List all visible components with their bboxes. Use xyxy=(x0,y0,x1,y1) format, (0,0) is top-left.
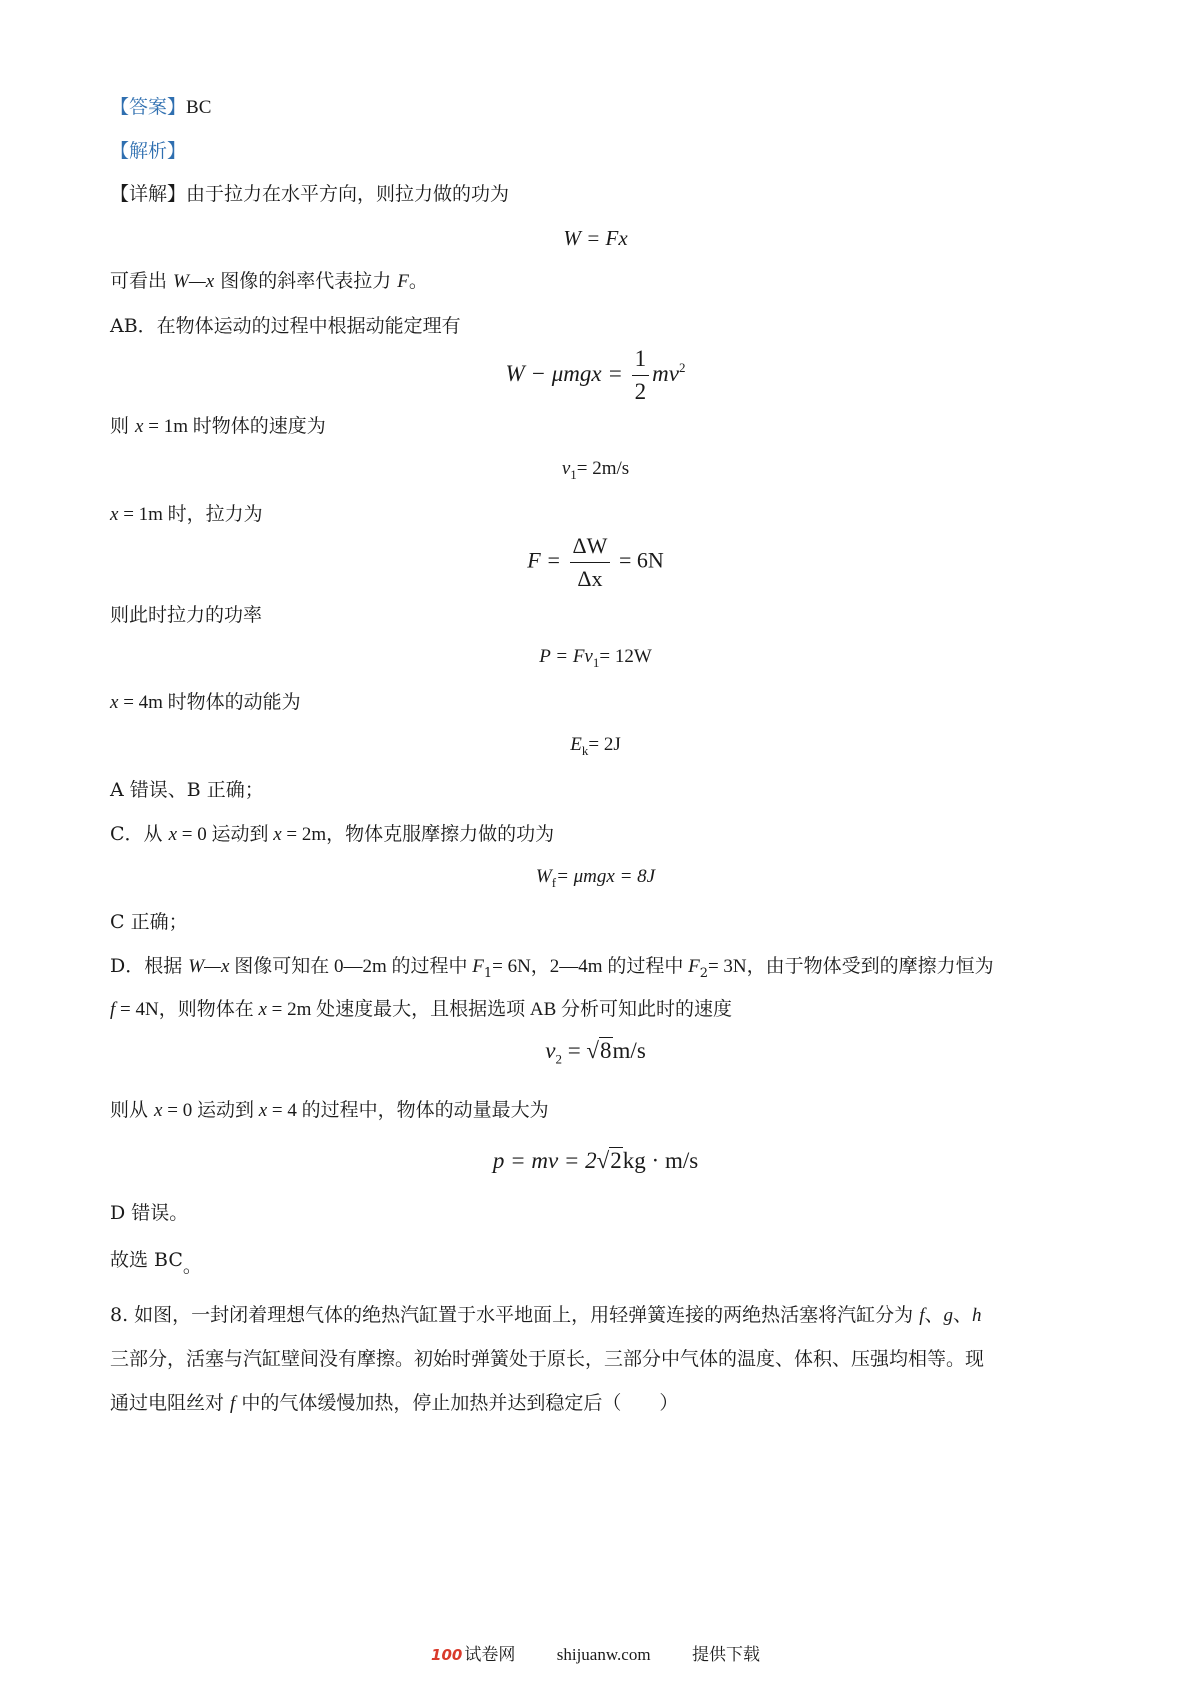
x4-line xyxy=(110,689,301,716)
c-text-c: = 2m，物体克服摩擦力做的功为 xyxy=(281,824,555,845)
detail-text: 由于拉力在水平方向，则拉力做的功为 xyxy=(186,183,510,205)
ab-intro: AB．在物体运动的过程中根据动能定理有 xyxy=(110,315,461,337)
x1b-var: x xyxy=(110,504,119,525)
q8-line1 xyxy=(110,1302,982,1329)
ek-rhs: = 2J xyxy=(588,734,621,755)
equation-v2 xyxy=(0,1038,1191,1068)
c-verdict: C 正确； xyxy=(110,911,188,933)
d-line xyxy=(110,953,994,987)
equation-energy-rhs: mv xyxy=(652,360,679,386)
wf-sub: f xyxy=(551,874,557,890)
x1b-line xyxy=(110,501,263,528)
final-dot: 。 xyxy=(182,1255,202,1277)
slope-var: W—x xyxy=(173,271,215,292)
mom-text-a: 则从 xyxy=(110,1099,155,1121)
d-text-d: = 3N，由于物体受到的摩擦力恒为 xyxy=(707,956,994,977)
c-var2: x xyxy=(273,824,282,845)
p2-radicand: 2 xyxy=(610,1148,622,1173)
wf-var: W xyxy=(535,866,552,887)
ek-sub: k xyxy=(581,742,589,758)
d2-var-f: f xyxy=(110,999,116,1020)
c-var1: x xyxy=(168,824,178,845)
fraction-numerator: 1 xyxy=(632,345,650,376)
equation-energy-exponent: 2 xyxy=(678,360,686,376)
p2-lhs: p = mv = 2√ xyxy=(492,1148,610,1173)
f-lhs: F = xyxy=(527,547,562,573)
equation-w-fx xyxy=(0,226,1191,251)
d2-var-x: x xyxy=(258,999,267,1020)
fraction-denominator: 2 xyxy=(634,379,647,404)
momentum-line xyxy=(110,1097,549,1124)
q8-h: h xyxy=(972,1305,982,1326)
slope-var-f: F xyxy=(397,271,409,292)
footer-url[interactable]: shijuanw.com xyxy=(556,1645,651,1664)
answer-value: BC xyxy=(186,97,212,118)
d-text-c: = 6N，2—4m 的过程中 xyxy=(492,956,689,977)
v2-radicand: 8 xyxy=(600,1038,612,1063)
d-verdict: D 错误。 xyxy=(110,1202,189,1224)
detail-line xyxy=(110,181,509,207)
v2-var: v xyxy=(545,1038,556,1063)
q8-g: g xyxy=(943,1305,954,1326)
page-footer xyxy=(0,1640,1191,1665)
f-rhs: = 6N xyxy=(618,547,664,573)
v1-var: v xyxy=(561,458,571,479)
x4-var: x xyxy=(110,692,119,713)
analysis-tag: 【解析】 xyxy=(110,140,187,162)
q8-sep2: 、 xyxy=(953,1304,973,1326)
power-lhs: P = Fv xyxy=(539,646,593,667)
v2-unit: m/s xyxy=(612,1038,646,1063)
q8-text-a: 8. 如图，一封闭着理想气体的绝热汽缸置于水平地面上，用轻弹簧连接的两绝热活塞将汽缸分为 xyxy=(110,1304,920,1326)
final-choice: 故选 BC xyxy=(110,1249,183,1271)
d-text-a: D．根据 xyxy=(110,955,189,977)
f-numerator: ΔW xyxy=(570,532,611,563)
c-text-b: = 0 运动到 xyxy=(177,824,274,845)
x1-var: x xyxy=(135,416,144,437)
equation-v1 xyxy=(0,458,1191,483)
ab-verdict: A 错误、B 正确； xyxy=(110,779,264,801)
mom-text-b: = 0 运动到 xyxy=(162,1100,259,1121)
mom-var2: x xyxy=(258,1100,268,1121)
equation-energy xyxy=(0,345,1191,406)
answer-line xyxy=(110,94,211,121)
v1-rhs: = 2m/s xyxy=(576,458,630,479)
equation-energy-fraction xyxy=(632,345,650,406)
d-var1: W—x xyxy=(188,956,230,977)
mom-var1: x xyxy=(154,1100,163,1121)
equation-power xyxy=(0,646,1191,671)
x1-text-a: 则 xyxy=(110,415,136,437)
d-text-b: 图像可知在 0—2m 的过程中 xyxy=(229,956,473,977)
slope-text: 可看出 xyxy=(110,270,174,292)
x1-line xyxy=(110,413,326,440)
footer-site-name: 试卷网 xyxy=(464,1645,516,1665)
d-f2-sub: 2 xyxy=(699,965,708,981)
slope-text-3: 。 xyxy=(408,270,428,292)
d2-text-a: = 4N，则物体在 xyxy=(115,999,259,1020)
q8-line3 xyxy=(110,1390,678,1417)
q8-line2: 三部分，活塞与汽缸壁间没有摩擦。初始时弹簧处于原长，三部分中气体的温度、体积、压强均相等。现 xyxy=(110,1348,985,1370)
slope-line xyxy=(110,268,428,295)
power-rhs: = 12W xyxy=(599,646,652,667)
q8-f: f xyxy=(919,1305,925,1326)
x1-text-b: = 1m 时物体的速度为 xyxy=(143,416,326,437)
c-line xyxy=(110,821,554,848)
equation-wf xyxy=(0,866,1191,891)
d2-line xyxy=(110,996,732,1023)
equation-f xyxy=(0,532,1191,593)
final-choice-line xyxy=(110,1247,202,1277)
equation-ek xyxy=(0,734,1191,759)
power-text: 则此时拉力的功率 xyxy=(110,604,263,626)
wf-rhs: = μmgx = 8J xyxy=(556,866,656,887)
v2-sub: 2 xyxy=(555,1051,562,1067)
x1b-text: = 1m 时，拉力为 xyxy=(118,504,263,525)
p2-unit: kg · m/s xyxy=(622,1148,699,1173)
equation-momentum xyxy=(0,1148,1191,1174)
answer-tag: 【答案】 xyxy=(110,96,187,118)
v1-sub: 1 xyxy=(570,466,577,482)
c-text-a: C．从 xyxy=(110,823,169,845)
site-logo: 100 xyxy=(431,1646,463,1664)
q8-line3-f: f xyxy=(230,1393,236,1414)
d2-text-b: = 2m 处速度最大，且根据选项 AB 分析可知此时的速度 xyxy=(266,999,733,1020)
f-fraction xyxy=(570,532,611,593)
ek-var: E xyxy=(570,734,582,755)
q8-line3-text-b: 中的气体缓慢加热，停止加热并达到稳定后（ ） xyxy=(235,1392,679,1414)
footer-download: 提供下载 xyxy=(691,1645,760,1665)
d-f1-sub: 1 xyxy=(483,965,493,981)
v2-eq: = √ xyxy=(567,1038,600,1063)
slope-text-2: 图像的斜率代表拉力 xyxy=(214,270,398,292)
equation-energy-lhs: W − μmgx = xyxy=(505,360,623,386)
detail-tag: 【详解】 xyxy=(110,183,187,205)
x4-text: = 4m 时物体的动能为 xyxy=(118,692,301,713)
equation-w-fx-text: W = Fx xyxy=(563,226,628,250)
f-denominator: Δx xyxy=(577,566,603,591)
d-f2: F xyxy=(688,956,700,977)
power-sub: 1 xyxy=(592,654,600,670)
mom-text-c: = 4 的过程中，物体的动量最大为 xyxy=(267,1100,549,1121)
d-f1: F xyxy=(472,956,484,977)
q8-line3-text-a: 通过电阻丝对 xyxy=(110,1392,231,1414)
q8-sep1: 、 xyxy=(924,1304,944,1326)
